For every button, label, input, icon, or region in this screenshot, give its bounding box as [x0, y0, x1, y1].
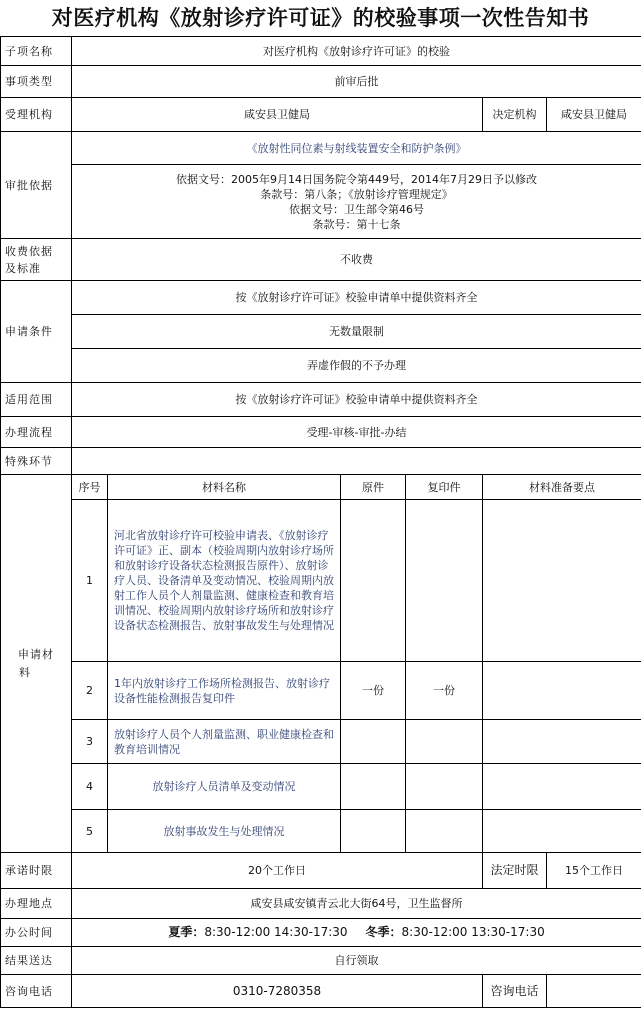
material-notes-2 [483, 662, 641, 720]
condition-3: 弄虚作假的不予办理 [72, 349, 641, 383]
process-value: 受理-审核-审批-办结 [72, 417, 641, 448]
material-row-2 [1, 662, 641, 720]
promise-value: 20个工作日 [72, 853, 483, 889]
material-notes-4 [483, 764, 641, 810]
item-type-label: 事项类型 [1, 66, 72, 98]
material-no-1: 1 [72, 500, 108, 662]
sub-item-value: 对医疗机构《放射诊疗许可证》的校验 [72, 37, 641, 66]
row-condition-1 [1, 281, 641, 315]
material-no-2: 2 [72, 662, 108, 720]
winter-label: 冬季： [365, 925, 402, 939]
row-item-type [1, 66, 641, 98]
basis-law1: 《放射性同位素与射线装置安全和防护条例》 [72, 132, 641, 165]
header-name: 材料名称 [108, 475, 341, 500]
material-no-3: 3 [72, 720, 108, 764]
material-original-3 [341, 720, 406, 764]
basis-line-3: 依据文号：卫生部令第46号 [289, 202, 425, 216]
conditions-label: 申请条件 [1, 281, 72, 383]
decide-org-value: 咸安县卫健局 [547, 98, 641, 132]
material-name-5: 放射事故发生与处理情况 [108, 810, 341, 853]
condition-1: 按《放射诊疗许可证》校验申请单中提供资料齐全 [72, 281, 641, 315]
sub-item-label: 子项名称 [1, 37, 72, 66]
row-fee [1, 239, 641, 281]
header-notes: 材料准备要点 [483, 475, 641, 500]
notice-table [0, 36, 641, 1008]
material-original-1 [341, 500, 406, 662]
row-promise [1, 853, 641, 889]
material-row-3 [1, 720, 641, 764]
row-basis-law2 [1, 165, 641, 239]
material-name-1: 河北省放射诊疗许可校验申请表、《放射诊疗许可证》正、副本（校验周期内放射诊疗场所和放射诊疗设备状态检测报告原件）、放射诊疗人员、设备清单及变动情况、校验周期内放射工作人员个人剂量监测、健康检查和教育培训情况、校验周期内放射诊疗场所和放射诊疗设备状态检测报告、放射事故发生与处理情况 [108, 500, 341, 662]
material-no-5: 5 [72, 810, 108, 853]
consult-phone: 0310-7280358 [72, 975, 483, 1008]
legal-value: 15个工作日 [547, 853, 641, 889]
scope-label: 适用范围 [1, 383, 72, 417]
delivery-value: 自行领取 [72, 947, 641, 975]
fee-value: 不收费 [72, 239, 641, 281]
address-value: 咸安县咸安镇青云北大街64号，卫生监督所 [72, 889, 641, 919]
consult-phone-2 [547, 975, 641, 1008]
material-no-4: 4 [72, 764, 108, 810]
condition-2: 无数量限制 [72, 315, 641, 349]
fee-label [1, 239, 72, 281]
header-no: 序号 [72, 475, 108, 500]
basis-line-4: 条款号：第十七条 [312, 217, 401, 231]
basis-label: 审批依据 [1, 132, 72, 239]
decide-org-label: 决定机构 [483, 98, 547, 132]
material-copy-2: 一份 [406, 662, 483, 720]
row-accept-org [1, 98, 641, 132]
material-notes-3 [483, 720, 641, 764]
row-sub-item [1, 37, 641, 66]
scope-value: 按《放射诊疗许可证》校验申请单中提供资料齐全 [72, 383, 641, 417]
materials-label-line1: 申请材 [18, 647, 54, 661]
fee-label-line1: 收费依据 [5, 244, 53, 258]
material-original-5 [341, 810, 406, 853]
material-original-2: 一份 [341, 662, 406, 720]
header-copy: 复印件 [406, 475, 483, 500]
consult-label-2: 咨询电话 [483, 975, 547, 1008]
material-row-1 [1, 500, 641, 662]
page-title: 对医疗机构《放射诊疗许可证》的校验事项一次性告知书 [51, 6, 590, 30]
basis-line-2: 条款号：第八条；《放射诊疗管理规定》 [260, 187, 453, 201]
header-original: 原件 [341, 475, 406, 500]
hours-label: 办公时间 [1, 919, 72, 947]
process-label: 办理流程 [1, 417, 72, 448]
row-process [1, 417, 641, 448]
special-value [72, 448, 641, 475]
row-special [1, 448, 641, 475]
material-copy-5 [406, 810, 483, 853]
row-consult [1, 975, 641, 1008]
legal-label: 法定时限 [483, 853, 547, 889]
hours-value [72, 919, 641, 947]
material-notes-1 [483, 500, 641, 662]
summer-label: 夏季： [168, 925, 205, 939]
special-label: 特殊环节 [1, 448, 72, 475]
material-notes-5 [483, 810, 641, 853]
materials-label-line2: 料 [19, 665, 31, 679]
material-name-2: 1年内放射诊疗工作场所检测报告、放射诊疗设备性能检测报告复印件 [108, 662, 341, 720]
item-type-value: 前审后批 [72, 66, 641, 98]
row-condition-3 [1, 349, 641, 383]
address-label: 办理地点 [1, 889, 72, 919]
material-copy-4 [406, 764, 483, 810]
row-hours [1, 919, 641, 947]
row-address [1, 889, 641, 919]
winter-value: 8:30-12:00 13:30-17:30 [401, 925, 545, 939]
material-row-5 [1, 810, 641, 853]
material-name-3: 放射诊疗人员个人剂量监测、职业健康检查和教育培训情况 [108, 720, 341, 764]
basis-law2 [72, 165, 641, 239]
material-original-4 [341, 764, 406, 810]
fee-label-line2: 及标准 [5, 261, 41, 275]
material-row-4 [1, 764, 641, 810]
promise-label: 承诺时限 [1, 853, 72, 889]
delivery-label: 结果送达 [1, 947, 72, 975]
basis-line-1: 依据文号：2005年9月14日国务院令第449号，2014年7月29日予以修改 [176, 172, 538, 186]
materials-header-row [1, 475, 641, 500]
consult-label: 咨询电话 [1, 975, 72, 1008]
row-basis-law1 [1, 132, 641, 165]
material-name-4: 放射诊疗人员清单及变动情况 [108, 764, 341, 810]
row-condition-2 [1, 315, 641, 349]
material-copy-1 [406, 500, 483, 662]
materials-label [1, 475, 72, 853]
accept-org-value: 咸安县卫健局 [72, 98, 483, 132]
row-delivery [1, 947, 641, 975]
material-copy-3 [406, 720, 483, 764]
row-scope [1, 383, 641, 417]
accept-org-label: 受理机构 [1, 98, 72, 132]
summer-value: 8:30-12:00 14:30-17:30 [204, 925, 348, 939]
